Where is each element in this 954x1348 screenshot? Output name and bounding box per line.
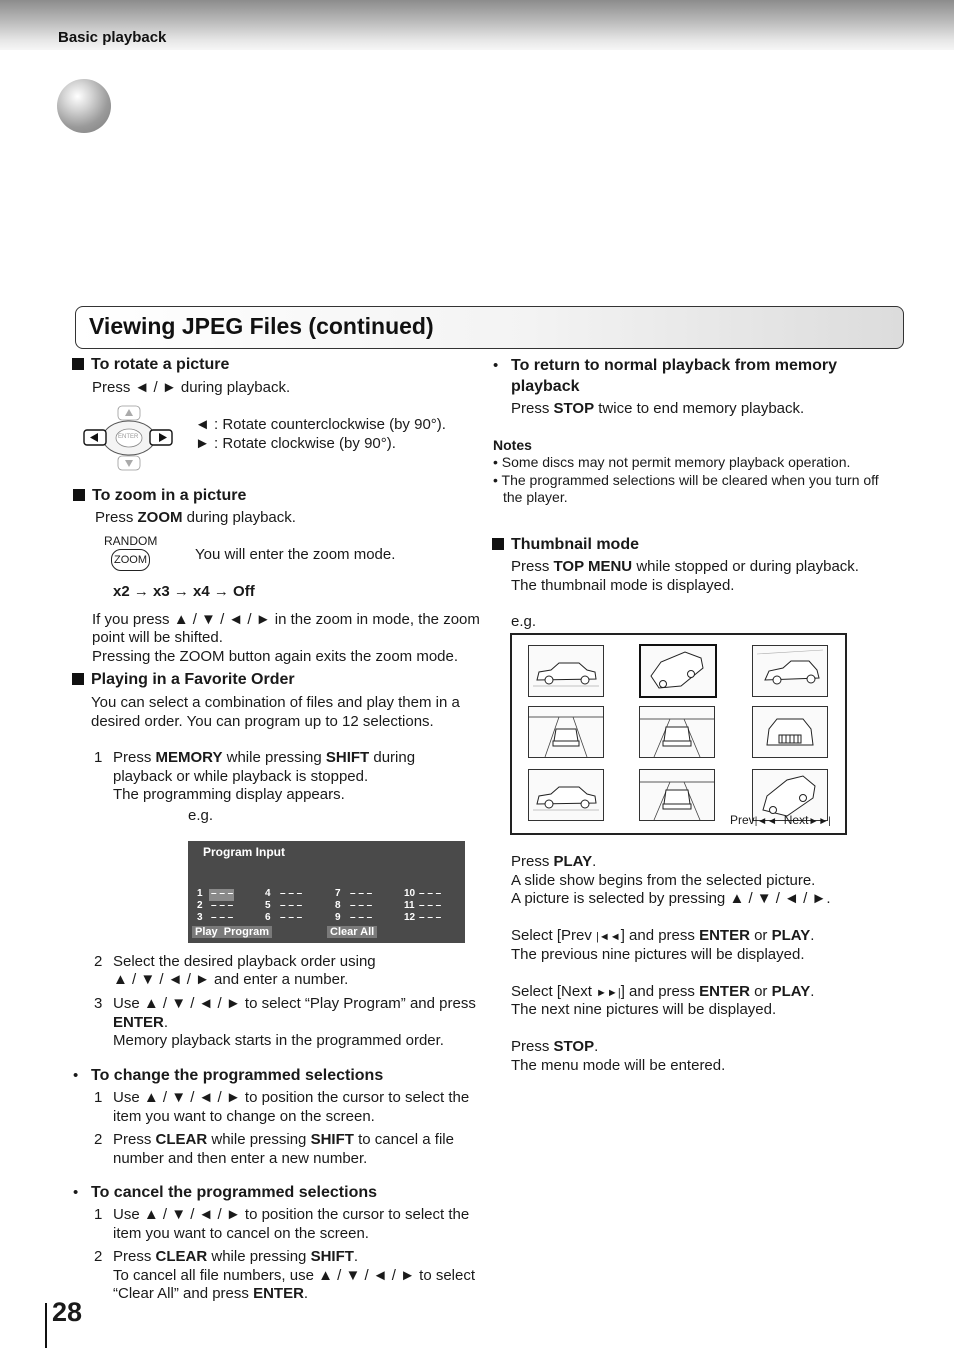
rotate-instruction: Press ◄ / ► during playback. — [92, 379, 291, 396]
favorite-heading: Playing in a Favorite Order — [72, 670, 295, 689]
slot-number: 5 — [265, 900, 271, 911]
slot-value[interactable]: – – – — [211, 900, 234, 911]
bullet-dot: • — [73, 1067, 79, 1084]
decorative-sphere-icon — [57, 79, 111, 133]
cancel-step-1-line-1: Use ▲ / ▼ / ◄ / ► to position the cursor to select the — [113, 1206, 470, 1223]
rotate-cw-text: ► : Rotate clockwise (by 90°). — [195, 435, 396, 452]
cancel-heading: To cancel the programmed selections — [91, 1184, 378, 1201]
zoom-shift-line-1: If you press ▲ / ▼ / ◄ / ► in the zoom in mode, the zoom — [92, 611, 480, 628]
thumb-prev-line: Select [Prev |◄◄] and press ENTER or PLAY. — [511, 927, 815, 944]
skip-next-icon: ►►| — [596, 987, 621, 999]
thumb-menu-line: The menu mode will be entered. — [511, 1057, 726, 1074]
step-number: 2 — [94, 1131, 103, 1148]
slot-value[interactable]: – – – — [280, 900, 303, 911]
favorite-step-1: Press MEMORY while pressing SHIFT during — [113, 749, 416, 766]
random-label: RANDOM — [104, 534, 158, 548]
thumb-slideshow-line: A slide show begins from the selected picture. — [511, 872, 816, 889]
skip-next-icon: ►►| — [808, 816, 831, 827]
section-label: Basic playback — [58, 29, 167, 46]
step-number: 2 — [94, 953, 103, 970]
step-number: 2 — [94, 1248, 103, 1265]
thumb-select-line: A picture is selected by pressing ▲ / ▼ / ◄ / ►. — [511, 890, 831, 907]
slot-value[interactable]: – – – — [419, 900, 442, 911]
page-title: Viewing JPEG Files (continued) — [89, 313, 434, 339]
note-2-line-2: the player. — [503, 489, 568, 505]
rotate-ccw-text: ◄ : Rotate counterclockwise (by 90°). — [195, 416, 446, 433]
thumbnail-car-rear[interactable] — [528, 706, 604, 758]
thumbnail-car-tilted[interactable] — [639, 644, 717, 698]
car-rear-icon — [529, 707, 603, 757]
slot-number: 9 — [335, 912, 341, 923]
slot-value[interactable]: – – – — [280, 888, 303, 899]
slot-number: 4 — [265, 888, 271, 899]
favorite-step-2-line-1: Select the desired playback order using — [113, 953, 376, 970]
car-side-icon — [529, 770, 603, 820]
return-heading-2: playback — [511, 378, 580, 395]
step-number: 1 — [94, 1089, 103, 1106]
zoom-sequence: x2 → x3 → x4 → Off — [113, 583, 255, 600]
thumbnail-line-2: The thumbnail mode is displayed. — [511, 577, 735, 594]
slot-number: 8 — [335, 900, 341, 911]
zoom-shift-line-2: point will be shifted. — [92, 629, 223, 646]
slot-value[interactable]: – – – — [211, 912, 234, 923]
slot-number: 3 — [197, 912, 203, 923]
favorite-step-3-line-2: ENTER. — [113, 1014, 169, 1031]
thumb-next-line: Select [Next ►►|] and press ENTER or PLAY. — [511, 983, 815, 1000]
slot-value[interactable]: – – – — [280, 912, 303, 923]
prev-next-controls — [730, 811, 831, 831]
favorite-step-2-line-2: ▲ / ▼ / ◄ / ► and enter a number. — [113, 971, 349, 988]
square-bullet-icon — [73, 489, 85, 501]
slot-number: 12 — [404, 912, 416, 923]
favorite-intro-1: You can select a combination of files and play them in a — [91, 694, 460, 711]
zoom-button-icon: ZOOM — [111, 549, 150, 571]
slot-value[interactable]: – – – — [350, 900, 373, 911]
clear-all-button[interactable]: Clear All — [327, 926, 377, 938]
zoom-shift-line-3: Pressing the ZOOM button again exits the zoom mode. — [92, 648, 459, 665]
example-label: e.g. — [511, 613, 537, 630]
bullet-dot: • — [493, 357, 499, 374]
zoom-enter-text: You will enter the zoom mode. — [195, 546, 396, 563]
thumbnail-heading: Thumbnail mode — [492, 535, 639, 554]
slot-value[interactable]: – – – — [350, 912, 373, 923]
page-number-bar — [45, 1303, 47, 1348]
play-program-button[interactable]: Play Program — [192, 926, 272, 938]
thumbnail-car-side[interactable] — [528, 645, 604, 697]
thumb-stop-line: Press STOP. — [511, 1038, 599, 1055]
slot-number: 6 — [265, 912, 271, 923]
thumbnail-car-rear-2[interactable] — [639, 706, 715, 758]
step-number: 3 — [94, 995, 103, 1012]
square-bullet-icon — [492, 538, 504, 550]
slot-value[interactable]: – – – — [350, 888, 373, 899]
step-number: 1 — [94, 749, 103, 766]
square-bullet-icon — [72, 358, 84, 370]
slot-number: 2 — [197, 900, 203, 911]
cancel-step-2-line-2: To cancel all file numbers, use ▲ / ▼ / ◄ / ► to select — [113, 1267, 476, 1284]
page-number: 28 — [52, 1297, 83, 1327]
thumbnail-grid — [510, 633, 847, 835]
thumbnail-car-angle[interactable] — [752, 645, 828, 697]
program-input-panel — [188, 841, 465, 943]
change-step-2-line-2: number and then enter a new number. — [113, 1150, 368, 1167]
favorite-step-3-line-1: Use ▲ / ▼ / ◄ / ► to select “Play Program” and press — [113, 995, 476, 1012]
thumbnail-car-side-2[interactable] — [528, 769, 604, 821]
cancel-step-1-line-2: item you want to cancel on the screen. — [113, 1225, 369, 1242]
cancel-step-2-line-3: “Clear All” and press ENTER. — [113, 1285, 309, 1302]
prev-button[interactable]: Prev|◄◄ — [730, 813, 778, 827]
car-rear-icon — [640, 770, 714, 820]
rotate-heading: To rotate a picture — [72, 355, 229, 374]
slot-number: 10 — [404, 888, 416, 899]
zoom-heading: To zoom in a picture — [73, 486, 246, 505]
bullet-dot: • — [73, 1184, 79, 1201]
return-instruction: Press STOP twice to end memory playback. — [511, 400, 805, 417]
slot-value[interactable]: – – – — [419, 888, 442, 899]
car-rear-icon — [640, 707, 714, 757]
next-button[interactable]: Next►►| — [783, 813, 831, 827]
example-label: e.g. — [188, 807, 214, 824]
slot-number: 1 — [197, 888, 203, 899]
favorite-step-1-line-2: playback or while playback is stopped. — [113, 768, 369, 785]
zoom-instruction: Press ZOOM during playback. — [95, 509, 296, 526]
car-tilted-icon — [641, 646, 715, 696]
thumbnail-car-front[interactable] — [752, 706, 828, 758]
slot-number: 7 — [335, 888, 341, 899]
square-bullet-icon — [72, 673, 84, 685]
program-input-title: Program Input — [203, 845, 286, 859]
change-heading: To change the programmed selections — [91, 1067, 384, 1084]
car-side-icon — [529, 646, 603, 696]
enter-label: ENTER — [118, 434, 139, 440]
change-step-1-line-2: item you want to change on the screen. — [113, 1108, 375, 1125]
change-step-2-line-1: Press CLEAR while pressing SHIFT to cancel a file — [113, 1131, 454, 1148]
thumb-next-desc: The next nine pictures will be displayed. — [511, 1001, 777, 1018]
cancel-step-2-line-1: Press CLEAR while pressing SHIFT. — [113, 1248, 359, 1265]
slot-number: 11 — [404, 900, 415, 911]
step-number: 1 — [94, 1206, 103, 1223]
favorite-intro-2: desired order. You can program up to 12 selections. — [91, 713, 434, 730]
remote-cursor-pad-icon — [82, 404, 176, 472]
favorite-step-1-line-3: The programming display appears. — [113, 786, 345, 803]
thumb-play-line: Press PLAY. — [511, 853, 597, 870]
slot-value[interactable]: – – – — [211, 888, 234, 899]
skip-prev-icon: |◄◄ — [754, 816, 778, 827]
slot-value[interactable]: – – – — [419, 912, 442, 923]
notes-heading: Notes — [493, 437, 532, 453]
car-front-icon — [753, 707, 827, 757]
favorite-step-3-line-3: Memory playback starts in the programmed order. — [113, 1032, 444, 1049]
thumbnail-car-rear-3[interactable] — [639, 769, 715, 821]
change-step-1-line-1: Use ▲ / ▼ / ◄ / ► to position the cursor to select the — [113, 1089, 470, 1106]
return-heading-1: To return to normal playback from memory — [511, 357, 837, 374]
car-angle-icon — [753, 646, 827, 696]
note-1: • Some discs may not permit memory playback operation. — [493, 454, 851, 470]
skip-prev-icon: |◄◄ — [596, 931, 621, 943]
thumbnail-line-1: Press TOP MENU while stopped or during playback. — [511, 558, 859, 575]
note-2-line-1: • The programmed selections will be cleared when you turn off — [493, 472, 879, 488]
thumb-prev-desc: The previous nine pictures will be displayed. — [511, 946, 805, 963]
